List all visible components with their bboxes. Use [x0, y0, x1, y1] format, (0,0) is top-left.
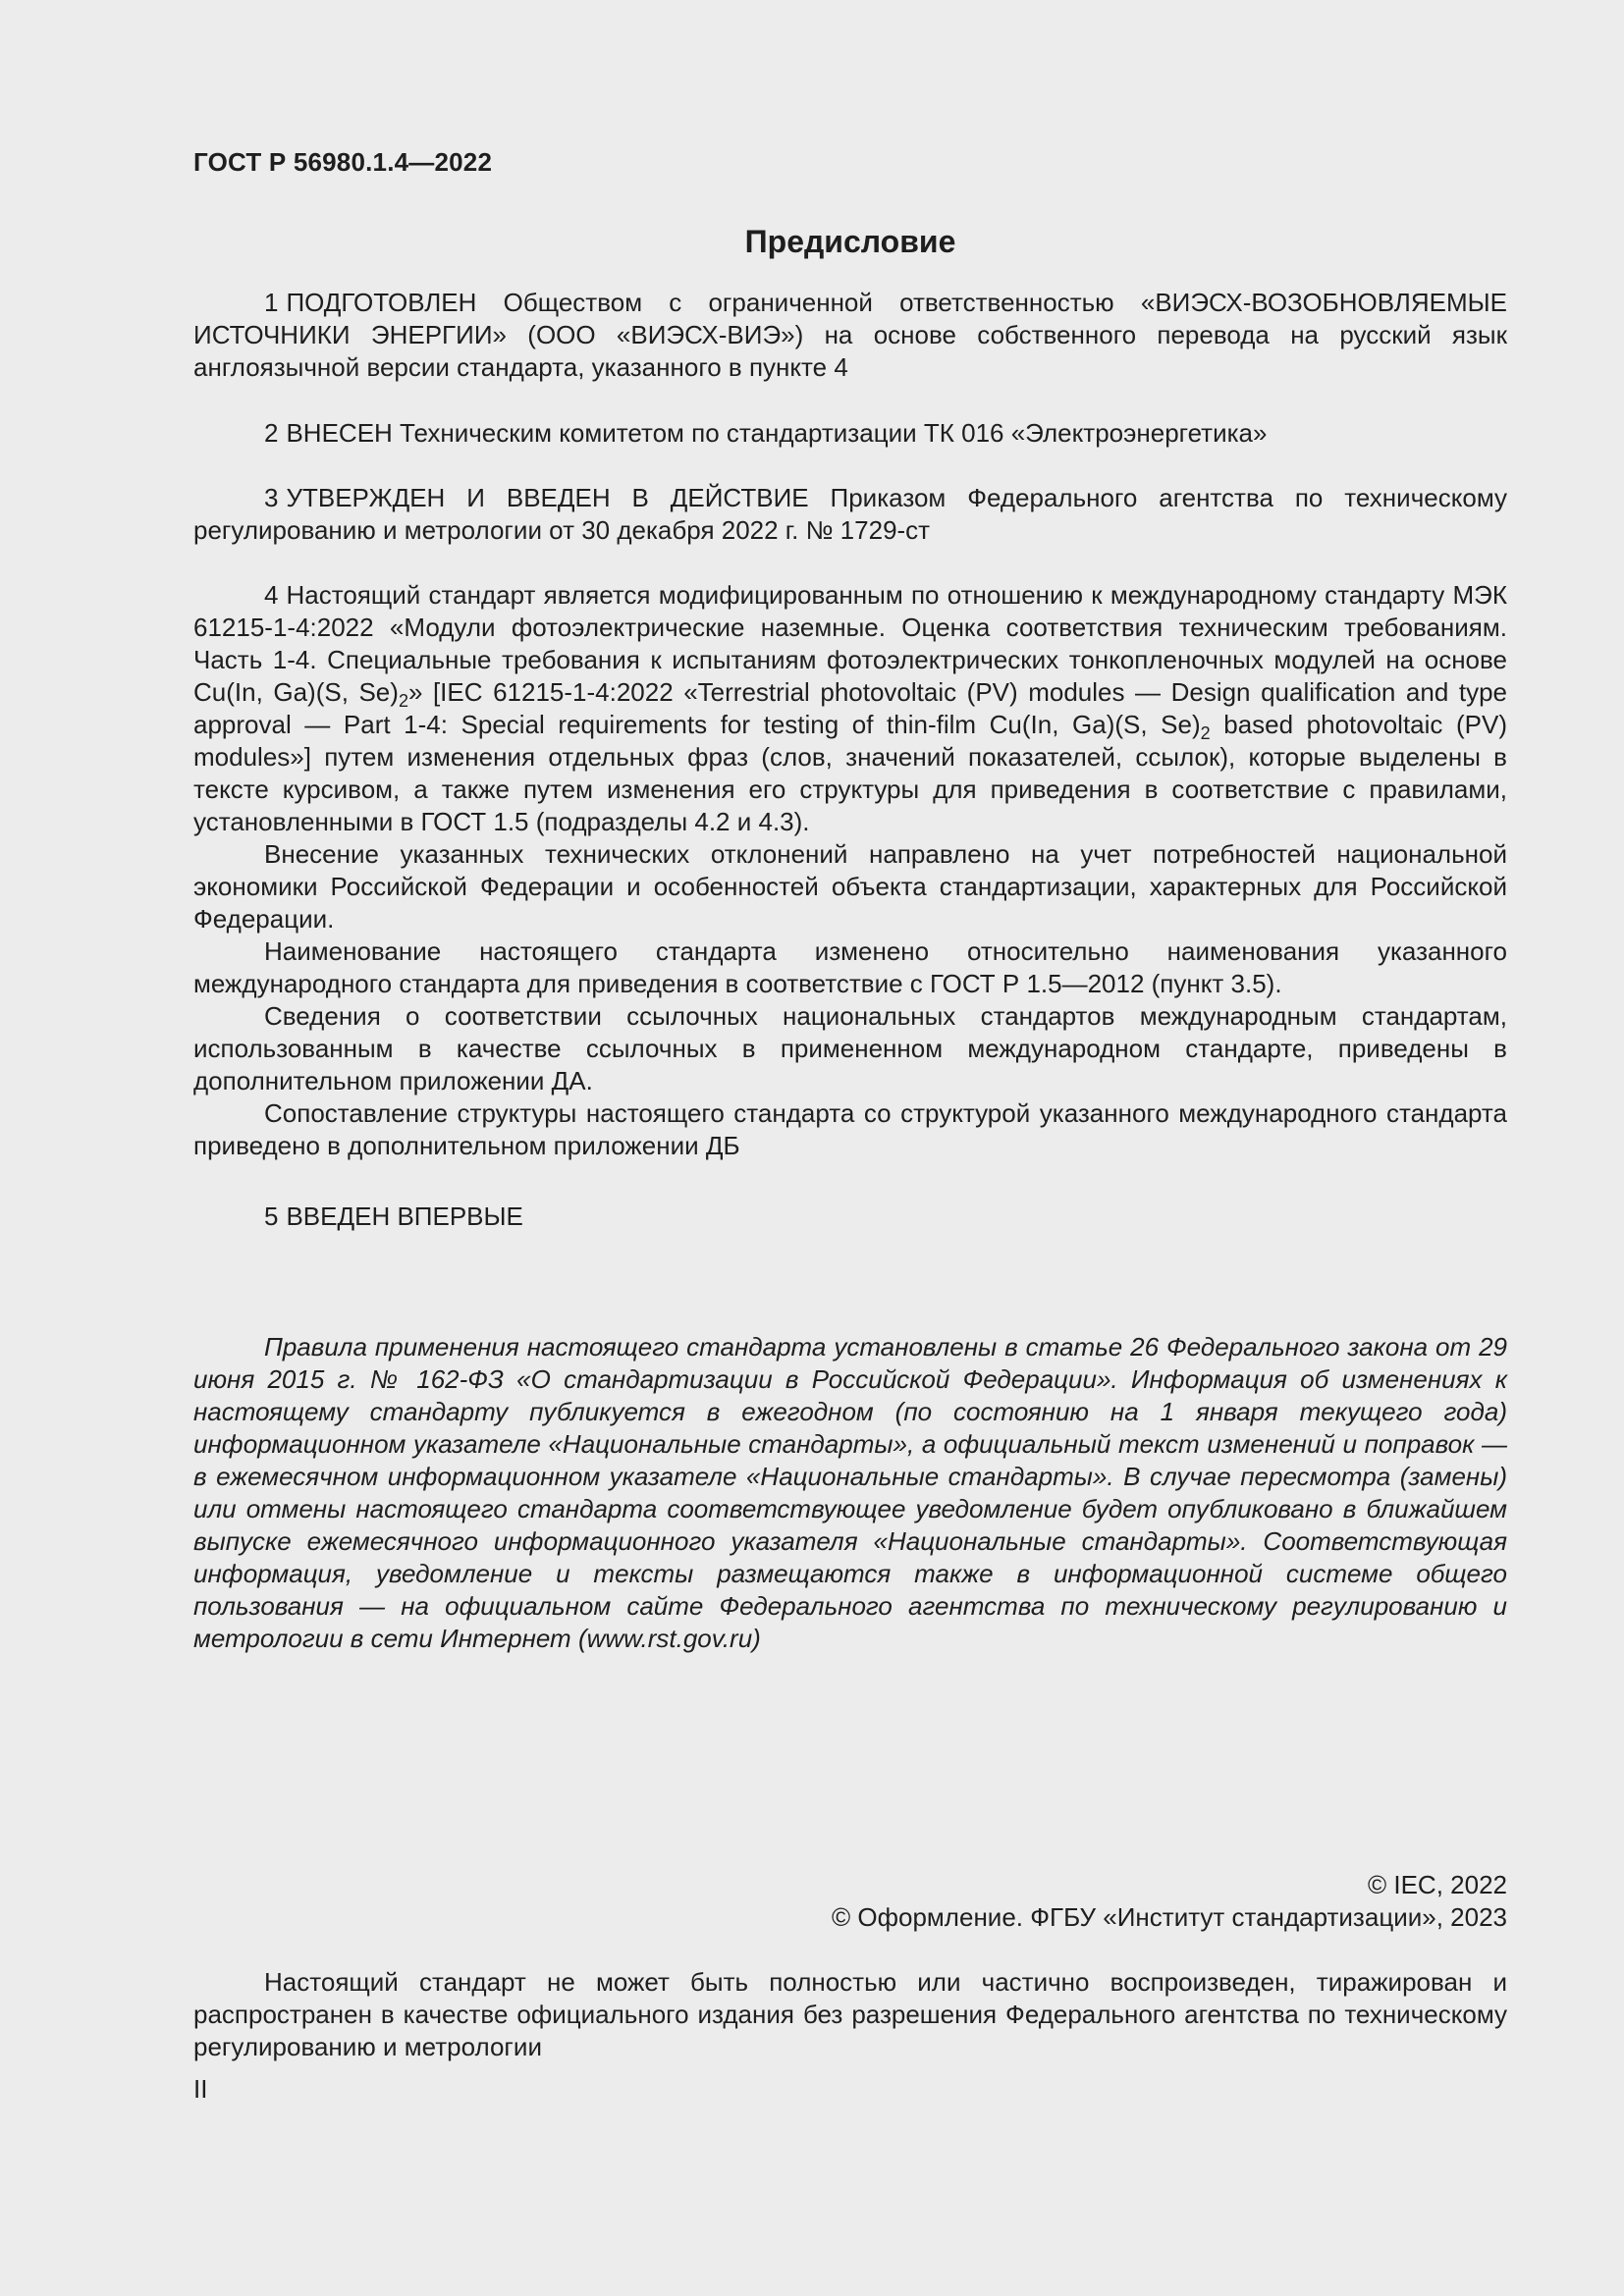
item-text-part1: Настоящий стандарт является модифицированным по отношению к международному стандарту МЭК 61215-1-4:2022 «Модули фотоэлектрические наземные. Оценка соответствия техническим требованиям. Часть 1-4. Специальные требования к испытаниям фотоэлектрических тонкопленочных модулей на основе Cu(In, Ga)(S, Se) — [193, 580, 1507, 707]
item-lead: УТВЕРЖДЕН И ВВЕДЕН В ДЕЙСТВИЕ — [286, 483, 809, 512]
paragraph: Сведения о соответствии ссылочных национальных стандартов международным стандартам, использованным в качестве ссылочных в примененном международном стандарте, приведены в дополнительном приложении ДА. — [193, 1001, 1507, 1095]
foreword-item-1 — [193, 287, 1507, 384]
item-number: 1 — [264, 288, 279, 317]
item-lead: ВНЕСЕН — [286, 418, 393, 448]
item-text: Приказом Федерального агентства по техническому регулированию и метрологии от 30 декабря 2022 г. № 1729-ст — [193, 483, 1507, 545]
reproduction-note — [193, 1966, 1507, 2063]
item-number: 4 — [264, 580, 279, 610]
page-title: Предисловие — [744, 224, 956, 259]
item-number: 5 — [264, 1201, 279, 1231]
rules-note — [193, 1331, 1507, 1655]
paragraph: Внесение указанных технических отклонений направлено на учет потребностей национальной экономики Российской Федерации и особенностей объекта стандартизации, характерных для Российской Федерации. — [193, 839, 1507, 934]
foreword-item-2 — [193, 417, 1507, 450]
page-number: II — [193, 2074, 208, 2104]
foreword-item-3 — [193, 482, 1507, 547]
item-number: 3 — [264, 483, 279, 512]
foreword-item-4 — [193, 579, 1507, 1162]
copyright-block — [193, 1869, 1507, 1934]
copyright-design: © Оформление. ФГБУ «Институт стандартизации», 2023 — [832, 1902, 1507, 1932]
paragraph: Сопоставление структуры настоящего стандарта со структурой указанного международного стандарта приведено в дополнительном приложении ДБ — [193, 1098, 1507, 1160]
item-text-part2: » [IEC 61215-1-4:2022 «Terrestrial photovoltaic (PV) modules — Design qualification and type approval — Part 1-4: Special requirements for testing of thin-film Cu(In, Ga)(S, Se) — [193, 677, 1508, 739]
foreword-item-5 — [193, 1201, 1507, 1233]
document-id: ГОСТ Р 56980.1.4—2022 — [193, 147, 493, 177]
item-text: Техническим комитетом по стандартизации ТК 016 «Электроэнергетика» — [392, 418, 1268, 448]
item-text-part3: based photovoltaic (PV) modules»] путем изменения отдельных фраз (слов, значений показателей, ссылок), которые выделены в тексте курсивом, а также путем изменения его структуры для приведения в соответствие с правилами, установленными в ГОСТ 1.5 (подразделы 4.2 и 4.3). — [193, 710, 1507, 836]
reproduction-note-text: Настоящий стандарт не может быть полностью или частично воспроизведен, тиражирован и распространен в качестве официального издания без разрешения Федерального агентства по техническому регулированию и метрологии — [193, 1967, 1507, 2061]
item-lead: ПОДГОТОВЛЕН — [286, 288, 477, 317]
paragraph: Наименование настоящего стандарта изменено относительно наименования указанного международного стандарта для приведения в соответствие с ГОСТ Р 1.5—2012 (пункт 3.5). — [193, 936, 1507, 998]
copyright-iec: © IEC, 2022 — [1367, 1870, 1507, 1899]
rules-note-text: Правила применения настоящего стандарта установлены в статье 26 Федерального закона от 29 июня 2015 г. № 162-ФЗ «О стандартизации в Российской Федерации». Информация об изменениях к настоящему стандарту публикуется в ежегодном (по состоянию на 1 января текущего года) информационном указателе «Национальные стандарты», а официальный текст изменений и поправок — в ежемесячном информационном указателе «Национальные стандарты». В случае пересмотра (замены) или отмены настоящего стандарта соответствующее уведомление будет опубликовано в ближайшем выпуске ежемесячного информационного указателя «Национальные стандарты». Соответствующая информация, уведомление и тексты размещаются также в информационной системе общего пользования — на официальном сайте Федерального агентства по техническому регулированию и метрологии в сети Интернет (www.rst.gov.ru) — [193, 1332, 1507, 1653]
subscript: 2 — [398, 691, 408, 711]
item-text: Обществом с ограниченной ответственностью «ВИЭСХ-ВОЗОБНОВЛЯЕМЫЕ ИСТОЧНИКИ ЭНЕРГИИ» (ООО «ВИЭСХ-ВИЭ») на основе собственного перевода на русский язык англоязычной версии стандарта, указанного в пункте 4 — [193, 288, 1507, 382]
subscript: 2 — [1200, 723, 1211, 743]
item-lead: ВВЕДЕН ВПЕРВЫЕ — [286, 1201, 523, 1231]
item-number: 2 — [264, 418, 279, 448]
